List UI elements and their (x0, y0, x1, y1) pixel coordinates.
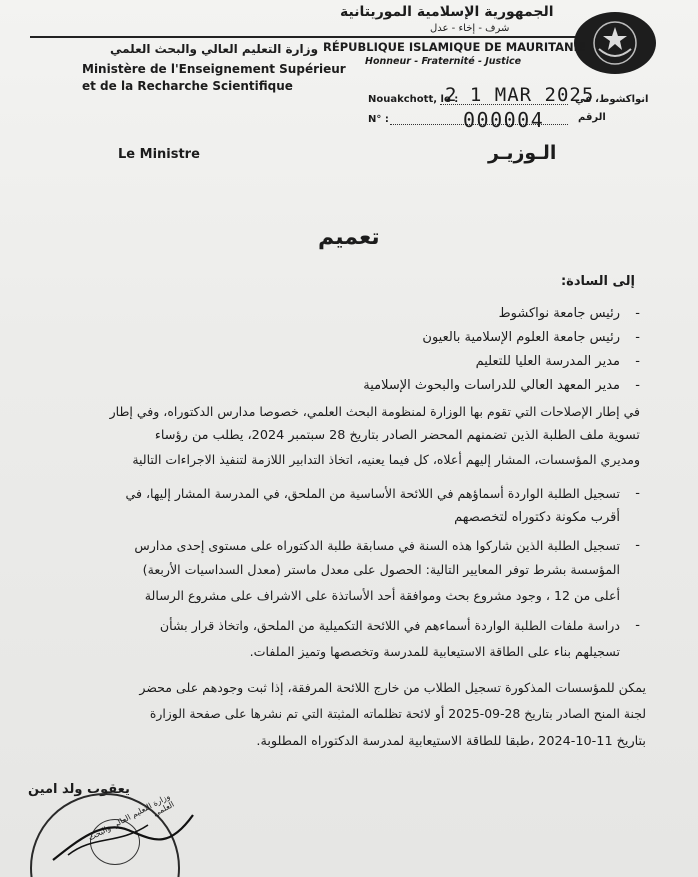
action-line: تسجيل الطلبة الواردة أسماؤهم في اللائحة الأساسية من الملحق، في المدرسة المشار إليها، في (125, 486, 620, 501)
header-arabic-motto: شرف - إخاء - عدل (430, 23, 510, 34)
intro-line: في إطار الإصلاحات التي تقوم بها الوزارة لمنظومة البحث العلمي، خصوصا مدارس الدكتوراه، وفي إطار (109, 404, 640, 419)
recipient-item: رئيس جامعة نواكشوط (498, 306, 620, 321)
recipient-item: رئيس جامعة العلوم الإسلامية بالعيون (422, 330, 620, 345)
list-bullet: - (635, 378, 640, 393)
city-date-label-arabic: انواكشوط، في (575, 94, 649, 105)
action-line: تسجيل الطلبة الذين شاركوا هذه السنة في مسابقة طلبة الدكتوراه على مستوى إحدى مدارس (134, 538, 620, 553)
closing-line: بتاريخ 11-10-2024 ،طبقا للطاقة الاستيعابية لمدرسة الدكتوراه المطلوبة. (256, 734, 646, 749)
list-bullet: - (635, 354, 640, 369)
ministry-french-line2: et de la Recharche Scientifique (82, 79, 293, 93)
recipient-item: مدير المدرسة العليا للتعليم (475, 354, 620, 369)
ministry-french-line1: Ministère de l'Enseignement Supérieur (82, 62, 346, 76)
addressee-line: إلى السادة: (560, 274, 635, 289)
intro-line: تسوية ملف الطلبة الذين تضمنهم المحضر الصادر بتاريخ 28 سبتمبر 2024، يطلب من رؤساء (154, 428, 640, 443)
signatory-french: Le Ministre (118, 147, 200, 162)
closing-line: لجنة المنح الصادر بتاريخ 28-09-2025 أو لائحة تظلماته المثبتة التي تم نشرها على صفحة الوزارة (149, 706, 646, 721)
list-bullet: - (635, 538, 640, 553)
signatory-name: يعقوب ولد امين (28, 782, 130, 797)
action-line: أقرب مكونة دكتوراه لتخصصهم (454, 510, 620, 525)
republic-motto: Honneur - Fraternité - Justice (365, 56, 522, 67)
list-bullet: - (635, 306, 640, 321)
intro-line: ومديري المؤسسات، المشار إليهم أعلاه، كل فيما يعنيه، اتخاذ التدابير اللازمة لتنفيذ الاجراءات التالية (132, 452, 640, 467)
number-label-arabic: الرقم (578, 112, 606, 123)
republic-name: RÉPUBLIQUE ISLAMIQUE DE MAURITANIE (323, 40, 586, 54)
number-label: N° : (368, 114, 389, 125)
signatory-arabic: الـوزيـر (488, 142, 557, 164)
list-bullet: - (635, 618, 640, 633)
list-bullet: - (635, 330, 640, 345)
national-seal-icon (574, 12, 656, 74)
date-stamp: 2 1 MAR 2025 (445, 84, 595, 106)
signature-scribble-icon (48, 800, 198, 870)
action-line: دراسة ملفات الطلبة الواردة أسماءهم في اللائحة التكميلية من الملحق، واتخاذ قرار بشأن (159, 618, 620, 633)
list-bullet: - (635, 486, 640, 501)
header-arabic-republic: الجمهورية الإسلامية الموريتانية (340, 4, 554, 20)
closing-line: يمكن للمؤسسات المذكورة تسجيل الطلاب من خارج اللائحة المرفقة، إذا ثبت وجودهم على محضر (139, 680, 646, 695)
city-date-label: Nouakchott, le : (368, 94, 459, 105)
action-line: تسجيلهم بناء على الطاقة الاستيعابية للمدرسة وتخصصها وتميز الملفات. (249, 644, 620, 659)
document-title: تعميم (318, 225, 380, 250)
document-number: 000004 (463, 108, 545, 132)
ministry-arabic: وزارة التعليم العالي والبحث العلمي (110, 42, 319, 56)
stamp-text: وزارة التعليم العالي والبحث العلمي (86, 791, 176, 843)
action-line: المؤسسة بشرط توفر المعايير التالية: الحصول على معدل ماستر (معدل السداسيات الأربعة) (142, 562, 620, 577)
action-line: أعلى من 12 ، وجود مشروع بحث وموافقة أحد الأساتذة على الاشراف على مشروع الرسالة (144, 588, 620, 603)
header-rule (30, 36, 590, 38)
recipient-item: مدير المعهد العالي للدراسات والبحوث الإسلامية (363, 378, 620, 393)
